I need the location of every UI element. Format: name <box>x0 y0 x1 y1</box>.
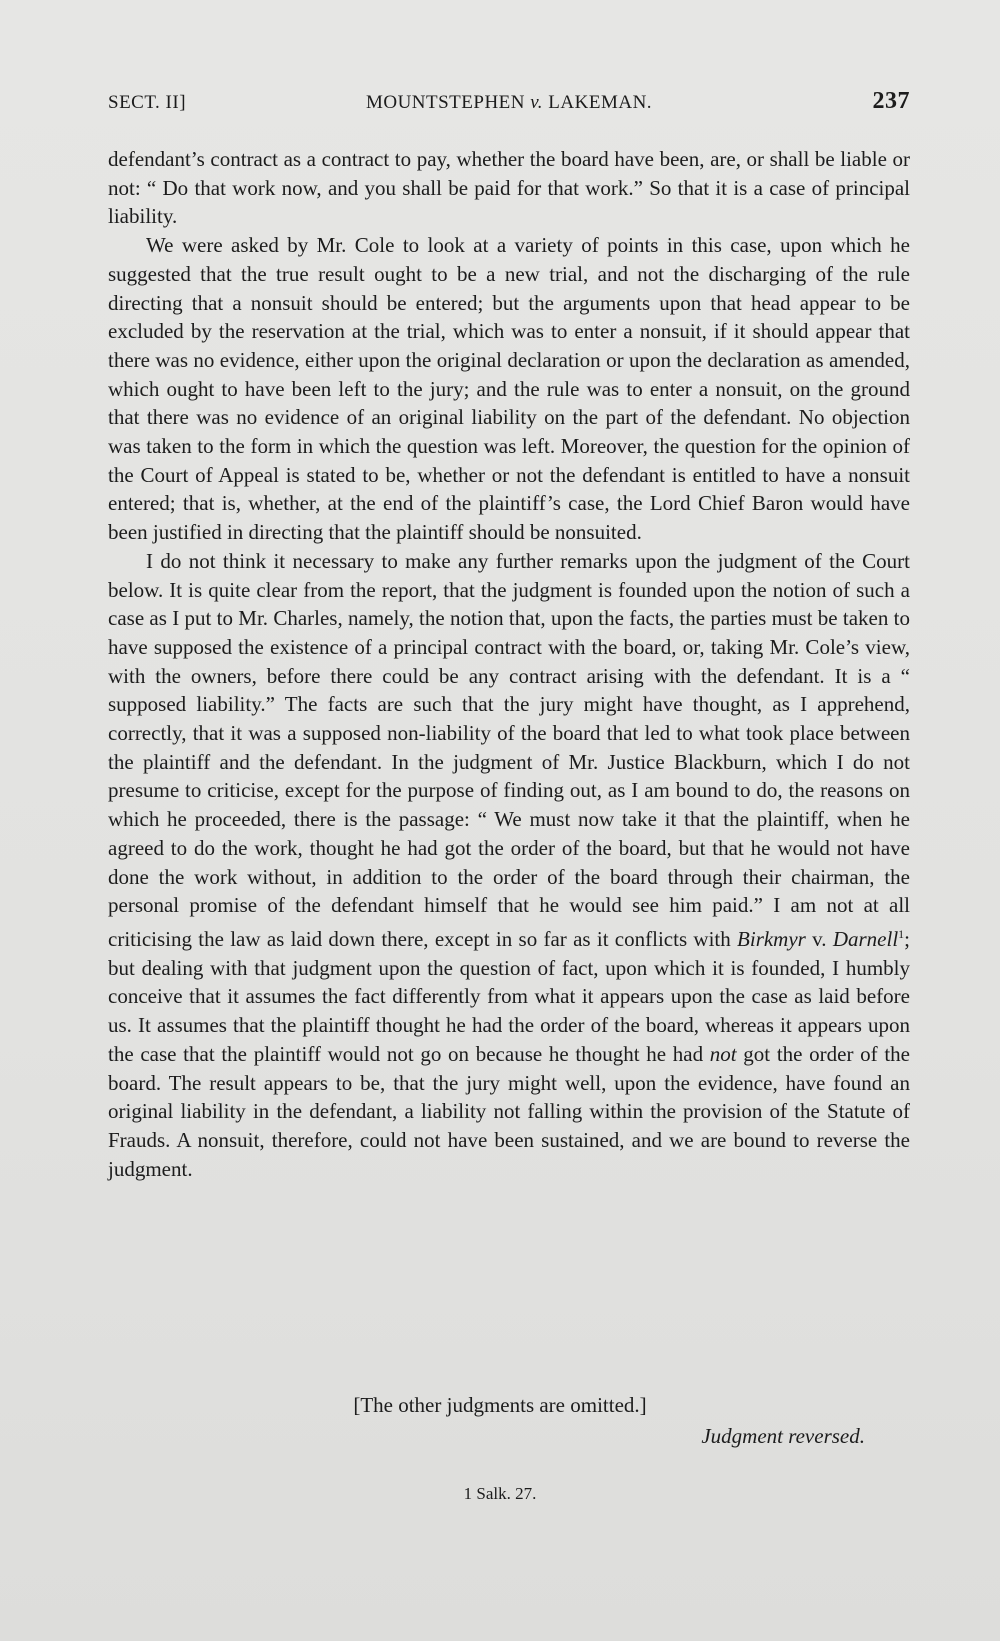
paragraph-3 <box>108 547 910 1183</box>
footnote-reference: 1 <box>898 926 905 941</box>
paragraph-2: We were asked by Mr. Cole to look at a variety of points in this case, upon which he suggested that the true result ought to be a new trial, and not the discharging of the rule directing that a nonsuit should be entered; but the arguments upon that head appear to be excluded by the reservation at the trial, which was to enter a nonsuit, if it should appear that there was no evidence, either upon the original declaration or upon the declaration as amended, which ought to have been left to the jury; and the rule was to enter a nonsuit, on the ground that there was no evidence of an original liability on the part of the defendant. No objection was taken to the form in which the question was left. Moreover, the question for the opinion of the Court of Appeal is stated to be, whether or not the defendant is entitled to have a nonsuit entered; that is, whether, at the end of the plaintiff’s case, the Lord Chief Baron would have been justified in directing that the plaintiff should be nonsuited. <box>108 233 910 545</box>
case-versus: v. <box>805 926 833 951</box>
case-title-plaintiff: MOUNTSTEPHEN <box>365 92 526 113</box>
omitted-judgments-note: [The other judgments are omitted.] <box>353 1393 647 1417</box>
paragraph-3-part-b: ; but dealing with that judgment upon the question of fact, upon which it is founded, I humbly conceive that it assumes the fact differently from what it appears upon the case as laid before us. It assumes that the plaintiff thought he had the order of the board, whereas it appears upon the case that the plaintiff would not go on because he thought he had <box>108 926 910 1066</box>
running-header <box>108 88 910 120</box>
case-title <box>108 92 910 114</box>
emphasis-not: not <box>709 1041 737 1066</box>
case-title-defendant: LAKEMAN. <box>548 92 653 113</box>
footnote <box>0 1484 1000 1504</box>
footnote-text: 1 Salk. 27. <box>463 1484 537 1503</box>
paragraph-1: defendant’s contract as a contract to pay, whether the board have been, are, or shall be liable or not: “ Do that work now, and you shall be paid for that work.” So that it is a case of principal liability. <box>108 147 910 229</box>
case-name-darnell: Darnell <box>832 926 899 951</box>
section-label: SECT. II] <box>108 92 187 113</box>
case-title-versus: v. <box>530 92 544 113</box>
case-name-birkmyr: Birkmyr <box>737 926 806 951</box>
judgment-line: Judgment reversed. <box>701 1424 865 1448</box>
paragraph-3-part-a: I do not think it necessary to make any further remarks upon the judgment of the Court below. It is quite clear from the report, that the judgment is founded upon the notion of such a case as I put to Mr. Charles, namely, the notion that, upon the facts, the parties must be taken to have supposed the existence of a principal contract with the board, or, taking Mr. Cole’s view, with the owners, before there could be any contract arising with the defendant. It is a “ supposed liability.” The facts are such that the jury might have thought, as I apprehend, correctly, that it was a supposed non-liability of the board that led to what took place between the plaintiff and the defendant. In the judgment of Mr. Justice Blackburn, which I do not presume to criticise, except for the purpose of finding out, as I am bound to do, the reasons on which he proceeded, there is the passage: “ We must now take it that the plaintiff, when he agreed to do the work, thought he had got the order of the board, but that he would not have done the work without, in addition to the order of the board through their chairman, the personal promise of the defendant himself that he would see him paid.” I am not at all criticising the law as laid down there, except in so far as it conflicts with <box>108 548 910 951</box>
page-number: 237 <box>872 88 910 114</box>
paragraph-3-part-c: got the order of the board. The result appears to be, that the jury might well, upon the evidence, have found an original liability in the defendant, a liability not falling within the provision of the Statute of Frauds. A nonsuit, therefore, could not have been sustained, and we are bound to reverse the judgment. <box>108 1041 910 1181</box>
body-text <box>108 145 910 1183</box>
